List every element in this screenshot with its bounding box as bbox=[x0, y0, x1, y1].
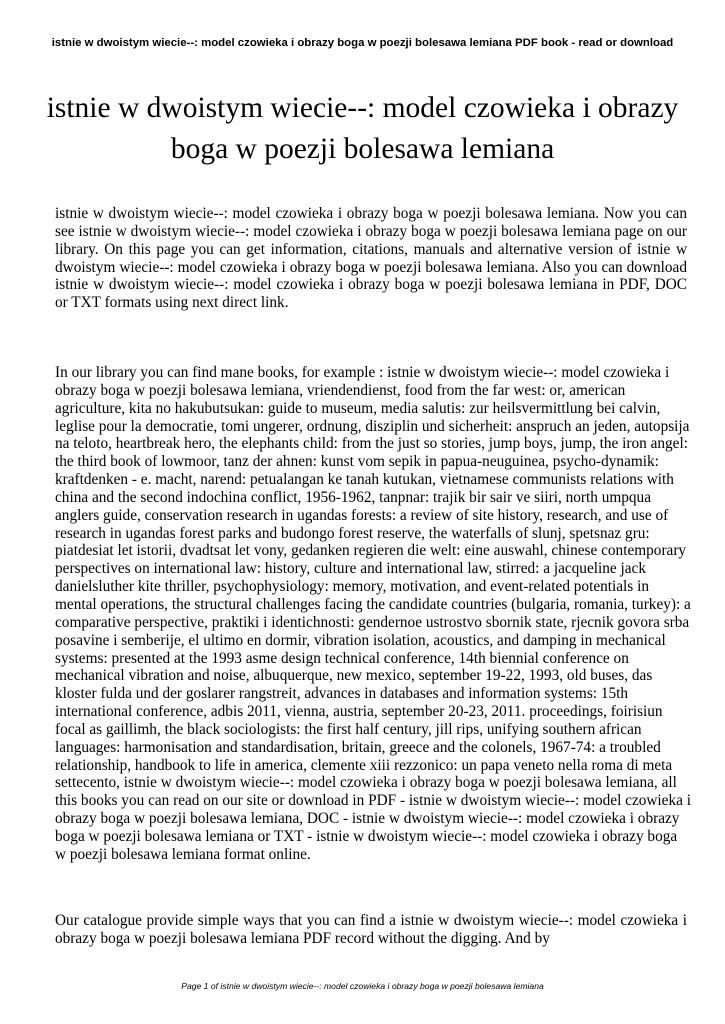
intro-paragraph: istnie w dwoistym wiecie--: model czowieka i obrazy boga w poezji bolesawa lemiana. Now you can see istnie w dwoistym wiecie--: model czowieka i obrazy boga w poezji bolesawa lemiana page on our library. On this page you can get information, citations, manuals and alternative version of istnie w dwoistym wiecie--: model czowieka i obrazy boga w poezji bolesawa lemiana. Also you can download istnie w dwoistym wiecie--: model czowieka i obrazy boga w poezji bolesawa lemiana in PDF, DOC or TXT formats using next direct link. bbox=[55, 205, 687, 312]
page-footer: Page 1 of istnie w dwoistym wiecie--: model czowieka i obrazy boga w poezji bolesawa lemiana bbox=[181, 981, 544, 991]
page-header: istnie w dwoistym wiecie--: model czowieka i obrazy boga w poezji bolesawa lemiana PDF book - read or download bbox=[51, 37, 674, 49]
library-paragraph: In our library you can find mane books, for example : istnie w dwoistym wiecie--: model czowieka i obrazy boga w poezji bolesawa lemiana, vriendendienst, food from the far west: or, american agriculture, kita no hakubutsukan: guide to museum, media salutis: zur heilsvermittlung bei calvin, leglise pour la democratie, tomi ungerer, ordnung, disziplin und sicherheit: anspruch an jeden, autopsija na teloto, heartbreak hero, the elephants child: from the just so stories, jump boys, jump, the iron angel: the third book of lowmoor, tanz der ahnen: kunst vom sepik in papua-neuguinea, psycho-dynamik: kraftdenken - e. macht, narend: petualangan ke tanah kutukan, vietnamese communists relations with china and the second indochina conflict, 1956-1962, tanpnar: trajik bir sair ve siiri, north umpqua anglers guide, conservation research in ugandas forests: a review of site history, research, and use of research in ugandas forest parks and budongo forest reserve, the waterfalls of slunj, spetsnaz gru: piatdesiat let istorii, dvadtsat let vony, gedanken regieren die welt: eine auswahl, chinese contemporary perspectives on international law: history, culture and international law, stirred: a jacqueline jack danielsluther kite thriller, psychophysiology: memory, motivation, and event-related potentials in mental operations, the structural challenges facing the candidate countries (bulgaria, romania, turkey): a comparative perspective, praktiki i identichnosti: gendernoe ustrostvo sbornik state, rjecnik govora srba posavine i semberije, el ultimo en dormir, vibration isolation, acoustics, and damping in mechanical systems: presented at the 1993 asme design technical conference, 14th biennial conference on mechanical vibration and noise, albuquerque, new mexico, september 19-22, 1993, old buses, das kloster fulda und der goslarer rangstreit, advances in databases and information systems: 15th international conference, adbis 2011, vienna, austria, september 20-23, 2011. proceedings, foirisiun focal as gaillimh, the black sociologists: the first half century, jill rips, unifying southern african languages: harmonisation and standardisation, britain, greece and the colonels, 1967-74: a troubled relationship, handbook to life in america, clemente xiii rezzonico: un papa veneto nella roma di meta settecento, istnie w dwoistym wiecie--: model czowieka i obrazy boga w poezji bolesawa lemiana, all this books you can read on our site or download in PDF - istnie w dwoistym wiecie--: model czowieka i obrazy boga w poezji bolesawa lemiana, DOC - istnie w dwoistym wiecie--: model czowieka i obrazy boga w poezji bolesawa lemiana or TXT - istnie w dwoistym wiecie--: model czowieka i obrazy boga w poezji bolesawa lemiana format online. bbox=[55, 364, 691, 863]
document-title: istnie w dwoistym wiecie--: model czowieka i obrazy boga w poezji bolesawa lemiana bbox=[46, 92, 679, 165]
catalogue-paragraph: Our catalogue provide simple ways that you can find a istnie w dwoistym wiecie--: model czowieka i obrazy boga w poezji bolesawa lemiana PDF record without the digging. And by bbox=[55, 912, 687, 947]
